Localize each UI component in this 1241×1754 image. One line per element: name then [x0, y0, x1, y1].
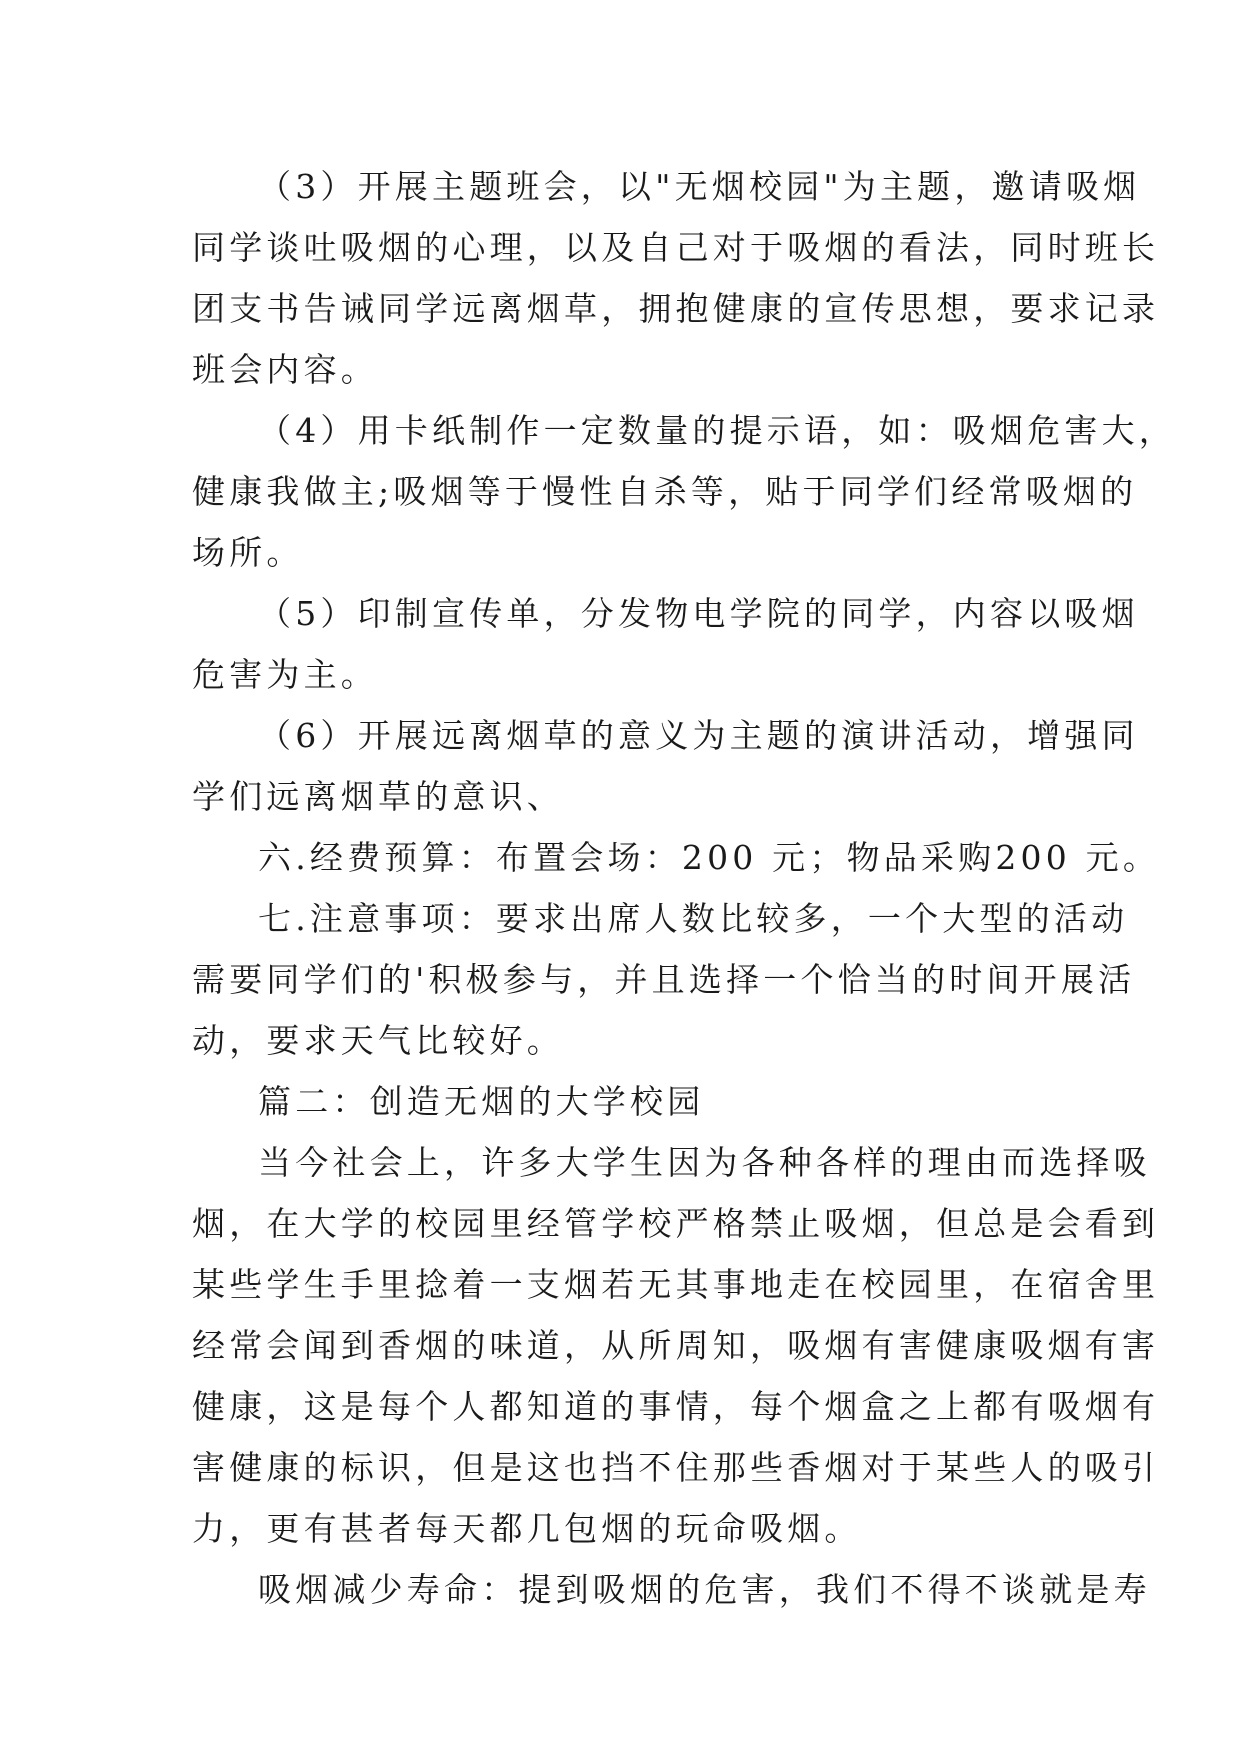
text-line: 同学谈吐吸烟的心理，以及自己对于吸烟的看法，同时班长 [192, 228, 1160, 267]
text-line: 学们远离烟草的意识、 [192, 777, 564, 816]
text-line: 七.注意事项：要求出席人数比较多，一个大型的活动 [258, 899, 1129, 938]
text-line: 动，要求天气比较好。 [192, 1021, 564, 1060]
text-line: 健康，这是每个人都知道的事情，每个烟盒之上都有吸烟有 [192, 1387, 1160, 1426]
text-line: 健康我做主;吸烟等于慢性自杀等，贴于同学们经常吸烟的 [192, 472, 1138, 511]
text-line: 经常会闻到香烟的味道，从所周知，吸烟有害健康吸烟有害 [192, 1326, 1160, 1365]
text-line: （4）用卡纸制作一定数量的提示语，如：吸烟危害大， [258, 411, 1176, 450]
text-line: 场所。 [192, 533, 304, 572]
text-line: 吸烟减少寿命：提到吸烟的危害，我们不得不谈就是寿 [258, 1570, 1151, 1609]
text-line: 力，更有甚者每天都几包烟的玩命吸烟。 [192, 1509, 862, 1548]
text-line: （5）印制宣传单，分发物电学院的同学，内容以吸烟 [258, 594, 1139, 633]
text-line: 某些学生手里捻着一支烟若无其事地走在校园里，在宿舍里 [192, 1265, 1160, 1304]
document-body [192, 156, 1176, 1620]
text-line: 当今社会上，许多大学生因为各种各样的理由而选择吸 [258, 1143, 1151, 1182]
text-line: 六.经费预算：布置会场：200 元；物品采购200 元。 [258, 838, 1161, 877]
text-line: 害健康的标识，但是这也挡不住那些香烟对于某些人的吸引 [192, 1448, 1160, 1487]
text-line: 烟，在大学的校园里经管学校严格禁止吸烟，但总是会看到 [192, 1204, 1160, 1243]
text-line: 班会内容。 [192, 350, 378, 389]
text-line: 危害为主。 [192, 655, 378, 694]
section-heading: 篇二：创造无烟的大学校园 [258, 1082, 705, 1121]
text-line: （3）开展主题班会，以"无烟校园"为主题，邀请吸烟 [258, 167, 1141, 206]
text-line: （6）开展远离烟草的意义为主题的演讲活动，增强同 [258, 716, 1139, 755]
text-line: 团支书告诫同学远离烟草，拥抱健康的宣传思想，要求记录 [192, 289, 1160, 328]
text-line: 需要同学们的'积极参与，并且选择一个恰当的时间开展活 [192, 960, 1136, 999]
